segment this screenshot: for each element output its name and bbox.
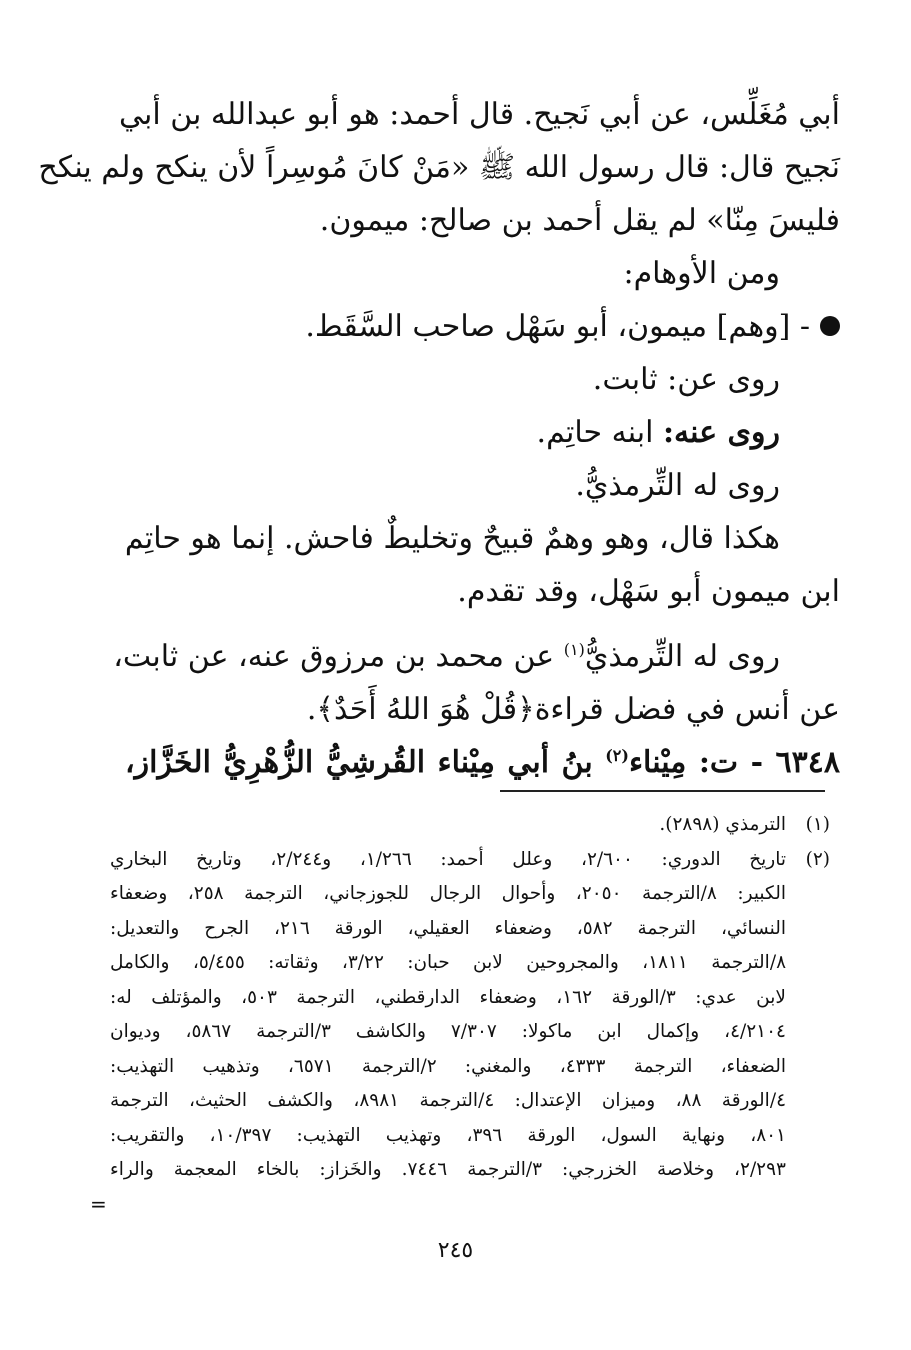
text-line: نَجيح قال: قال رسول الله ﷺ «مَنْ كانَ مُوسِراً لأن ينكح ولم ينكح <box>38 150 840 185</box>
footnote-line: الترمذي (٢٨٩٨). <box>659 814 786 835</box>
footnote-line: ٤/٢١٠٤، وإكمال ابن ماكولا: ٧/٣٠٧ والكاشف ٣/الترجمة ٥٨٦٧، وديوان <box>110 1021 786 1042</box>
footnote-line: ٨/الترجمة ١٨١١، والمجروحين لابن حبان: ٣/٢٢، وثقاته: ٥/٤٥٥، والكامل <box>110 952 786 973</box>
entry-line <box>125 300 840 353</box>
narrated-by-label: روى عنه: <box>662 415 780 450</box>
footnote-line: الضعفاء، الترجمة ٤٣٣٣، والمغني: ٢/الترجمة ٦٥٧١، وتذهيب التهذيب: <box>110 1055 786 1077</box>
text-line: هكذا قال، وهو وهمٌ قبيحٌ وتخليطٌ فاحش. إنما هو حاتِم <box>124 521 780 556</box>
footnote-line: تاريخ الدوري: ٢/٦٠٠، وعلل أحمد: ١/٢٦٦، و٢/٢٤٤، وتاريخ البخاري <box>110 848 787 870</box>
page-number: ٢٤٥ <box>437 1238 474 1263</box>
text-line: ابن ميمون أبو سَهْل، وقد تقدم. <box>457 574 840 609</box>
narrated-by-line <box>125 406 840 459</box>
narrated-from-line: روى عن: ثابت. <box>592 362 780 397</box>
footnote <box>110 808 830 843</box>
bullet-icon <box>820 316 840 336</box>
text-segment: عن محمد بن مرزوق عنه، عن ثابت، <box>113 639 555 674</box>
entry-name: بنُ أبي مِيْناء القُرشِيُّ الزُّهْرِيُّ الخَزَّاز، <box>125 745 593 780</box>
footnote-number: (١) <box>805 814 830 835</box>
footnote-number: (٢) <box>805 848 830 870</box>
footnote-divider <box>500 790 825 792</box>
footnote-ref: (١) <box>563 640 585 659</box>
footnote <box>110 843 830 1188</box>
main-text <box>38 88 840 789</box>
entry-title: - [وهم] ميمون، أبو سَهْل صاحب السَّقَط. <box>305 309 810 344</box>
continuation-mark: = <box>90 1192 107 1216</box>
footnote-ref: (٢) <box>605 746 629 765</box>
footnote-line: ٨٠١، ونهاية السول، الورقة ٣٩٦، وتهذيب التهذيب: ١٠/٣٩٧، والتقريب: <box>110 1124 786 1146</box>
text-line <box>125 683 840 736</box>
footnote-line: ٤/الورقة ٨٨، وميزان الإعتدال: ٤/الترجمة ٨٩٨١، والكشف الحثيث، الترجمة <box>110 1090 786 1111</box>
reported-by-line: روى له التِّرمذيُّ. <box>575 468 780 503</box>
text-line: فليسَ مِنّا» لم يقل أحمد بن صالح: ميمون. <box>319 203 840 238</box>
entry-number: ٦٣٤٨ - ت: مِيْناء <box>628 745 840 780</box>
footnotes <box>110 808 830 1188</box>
narrated-by-value: ابنه حاتِم. <box>536 415 654 450</box>
footnote-line: النسائي، الترجمة ٥٨٢، وضعفاء العقيلي، الورقة ٢١٦، الجرح والتعديل: <box>110 917 786 939</box>
text-line <box>113 630 840 683</box>
quran-quote: ﴿قُلْ هُوَ اللهُ أَحَدٌ﴾. <box>306 692 535 727</box>
footnote-line: لابن عدي: ٣/الورقة ١٦٢، وضعفاء الدارقطني، الترجمة ٥٠٣، والمؤتلف له: <box>110 986 786 1008</box>
footnote-line: الكبير: ٨/الترجمة ٢٠٥٠، وأحوال الرجال للجوزجاني، الترجمة ٢٥٨، وضعفاء <box>110 883 786 904</box>
section-heading: ومن الأوهام: <box>623 256 780 291</box>
footnote-line: ٢/٢٩٣، وخلاصة الخزرجي: ٣/الترجمة ٧٤٤٦. والخَزاز: بالخاء المعجمة والراء <box>110 1159 786 1180</box>
entry-heading <box>125 736 840 789</box>
text-segment: روى له التِّرمذيُّ <box>584 639 780 674</box>
text-segment: عن أنس في فضل قراءة <box>534 692 840 727</box>
text-line: أبي مُغَلِّس، عن أبي نَجيح. قال أحمد: هو أبو عبدالله بن أبي <box>118 97 840 132</box>
